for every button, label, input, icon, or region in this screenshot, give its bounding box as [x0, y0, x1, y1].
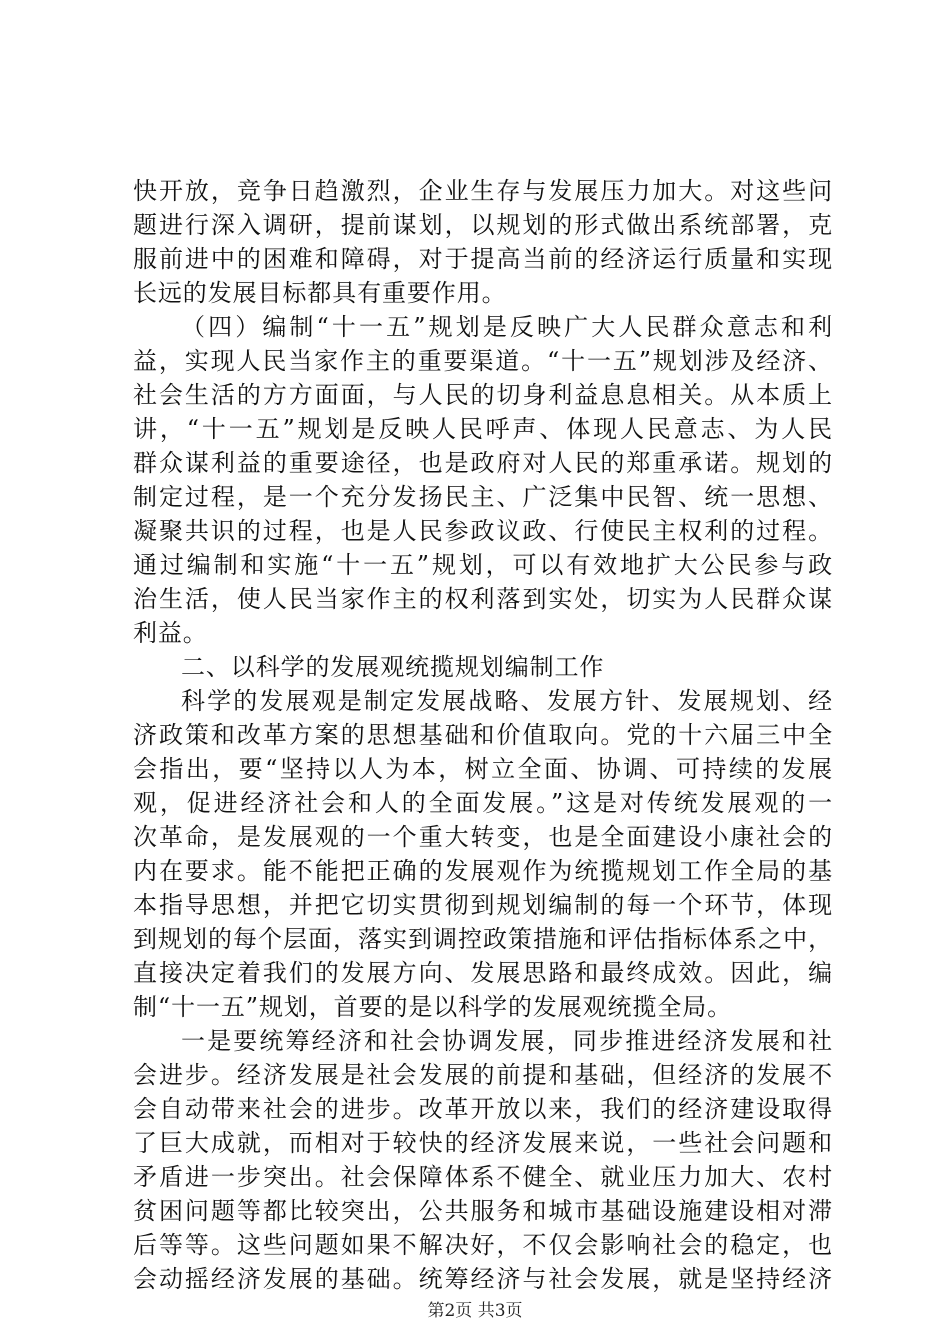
text-line: 社会生活的方方面面，与人民的切身利益息息相关。从本质上 [133, 381, 833, 409]
text-line: 会自动带来社会的进步。改革开放以来，我们的经济建设取得 [133, 1095, 833, 1123]
text-line: 本指导思想，并把它切实贯彻到规划编制的每一个环节，体现 [133, 891, 833, 919]
text-line: 次革命，是发展观的一个重大转变，也是全面建设小康社会的 [133, 823, 833, 851]
text-line: 益，实现人民当家作主的重要渠道。“十一五”规划涉及经济、 [133, 347, 833, 375]
text-line: 会动摇经济发展的基础。统筹经济与社会发展，就是坚持经济 [133, 1265, 833, 1293]
text-line: 制定过程，是一个充分发扬民主、广泛集中民智、统一思想、 [133, 483, 833, 511]
text-line: 会进步。经济发展是社会发展的前提和基础，但经济的发展不 [133, 1061, 833, 1089]
text-line: 观，促进经济社会和人的全面发展。”这是对传统发展观的一 [133, 789, 833, 817]
text-line: 治生活，使人民当家作主的权利落到实处，切实为人民群众谋 [133, 585, 833, 613]
text-line: 快开放，竞争日趋激烈，企业生存与发展压力加大。对这些问 [133, 177, 833, 205]
text-line: 凝聚共识的过程，也是人民参政议政、行使民主权利的过程。 [133, 517, 833, 545]
text-line: 利益。 [133, 619, 208, 647]
text-line: 制“十一五”规划，首要的是以科学的发展观统揽全局。 [133, 993, 733, 1021]
text-line: 会指出，要“坚持以人为本，树立全面、协调、可持续的发展 [133, 755, 833, 783]
text-line: 直接决定着我们的发展方向、发展思路和最终成效。因此，编 [133, 959, 833, 987]
text-line: 一是要统筹经济和社会协调发展，同步推进经济发展和社 [181, 1027, 833, 1055]
text-line: 了巨大成就，而相对于较快的经济发展来说，一些社会问题和 [133, 1129, 833, 1157]
text-line: 通过编制和实施“十一五”规划，可以有效地扩大公民参与政 [133, 551, 833, 579]
text-line: 服前进中的困难和障碍，对于提高当前的经济运行质量和实现 [133, 245, 833, 273]
section-heading: 二、以科学的发展观统揽规划编制工作 [181, 653, 605, 681]
text-line: 内在要求。能不能把正确的发展观作为统揽规划工作全局的基 [133, 857, 833, 885]
text-line: 题进行深入调研，提前谋划，以规划的形式做出系统部署，克 [133, 211, 833, 239]
text-line: 济政策和改革方案的思想基础和价值取向。党的十六届三中全 [133, 721, 833, 749]
page-number-footer: 第2页 共3页 [427, 1301, 523, 1321]
text-line: 长远的发展目标都具有重要作用。 [133, 279, 507, 307]
text-line: 科学的发展观是制定发展战略、发展方针、发展规划、经 [181, 687, 833, 715]
text-line: 讲，“十一五”规划是反映人民呼声、体现人民意志、为人民 [133, 415, 833, 443]
text-line: 群众谋利益的重要途径，也是政府对人民的郑重承诺。规划的 [133, 449, 833, 477]
text-line: 矛盾进一步突出。社会保障体系不健全、就业压力加大、农村 [133, 1163, 833, 1191]
text-line: 贫困问题等都比较突出，公共服务和城市基础设施建设相对滞 [133, 1197, 833, 1225]
text-line: 后等等。这些问题如果不解决好，不仅会影响社会的稳定，也 [133, 1231, 833, 1259]
text-line: 到规划的每个层面，落实到调控政策措施和评估指标体系之中， [133, 925, 833, 953]
text-line: （四）编制“十一五”规划是反映广大人民群众意志和利 [181, 313, 833, 341]
